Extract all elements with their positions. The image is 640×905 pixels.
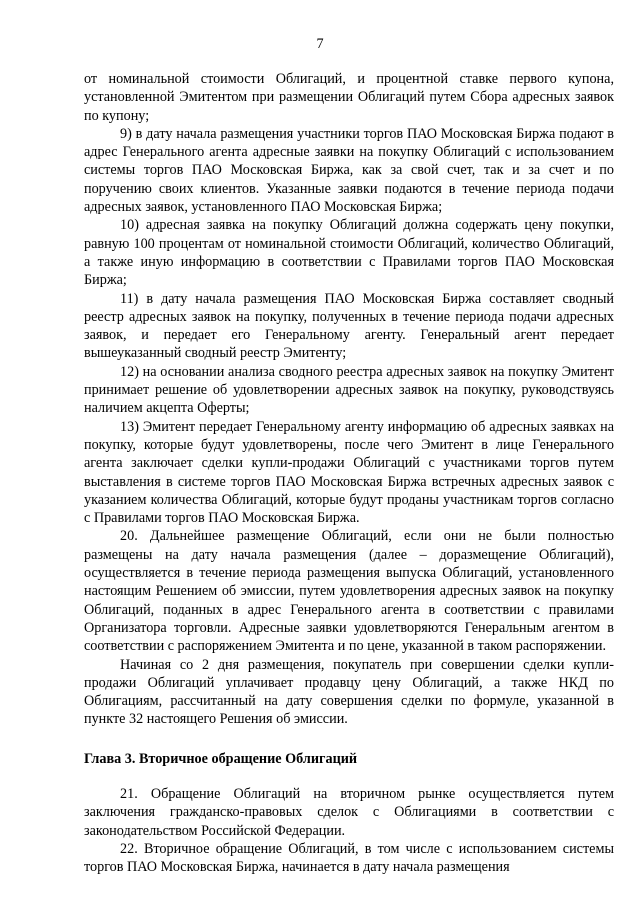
list-item-11: 11) в дату начала размещения ПАО Московская Биржа составляет сводный реестр адресных заявок на покупку, полученных в течение периода подачи адресных заявок, и передает его Генеральному агенту. Генеральный агент передает вышеуказанный сводный реестр Эмитенту;: [84, 290, 614, 362]
paragraph: от номинальной стоимости Облигаций, и процентной ставке первого купона, установленной Эмитентом при размещении Облигаций путем Сбора адресных заявок по купону;: [84, 71, 614, 124]
list-item-10: 10) адресная заявка на покупку Облигаций должна содержать цену покупки, равную 100 процентам от номинальной стоимости Облигаций, количество Облигаций, а также иную информацию в соответствии с Правилами торгов ПАО Московская Биржа;: [84, 217, 614, 289]
paragraph-accrued-interest: Начиная со 2 дня размещения, покупатель при совершении сделки купли-продажи Облигаций уплачивает продавцу цену Облигаций, а также НКД по Облигациям, рассчитанный на дату совершения сделки по формуле, указанной в пункте 32 настоящего Решения об эмиссии.: [84, 656, 614, 728]
list-item-13: 13) Эмитент передает Генеральному агенту информацию об адресных заявках на покупку, которые будут удовлетворены, после чего Эмитент в лице Генерального агента заключает сделки купли-продажи Облигаций с участниками торгов путем выставления в системе торгов ПАО Московская Биржа встречных адресных заявок с указанием количества Облигаций, которые будут проданы участникам торгов согласно с Правилами торгов ПАО Московская Биржа.: [84, 418, 614, 527]
chapter-heading: Глава 3. Вторичное обращение Облигаций: [84, 750, 358, 767]
document-body: [84, 70, 614, 876]
clause-21: 21. Обращение Облигаций на вторичном рынке осуществляется путем заключения гражданско-правовых сделок с Облигациями в соответствии с законодательством Российской Федерации.: [84, 785, 614, 839]
clause-20: 20. Дальнейшее размещение Облигаций, если они не были полностью размещены на дату начала размещения (далее – доразмещение Облигаций), осуществляется в течение периода размещения выпуска Облигаций, установленного настоящим Решением об эмиссии, путем удовлетворения адресных заявок на покупку Облигаций, поданных в адрес Генерального агента в соответствии с правилами Организатора торговли. Адресные заявки удовлетворяются Генеральным агентом в соответствии с распоряжением Эмитента и по цене, указанной в таком распоряжении.: [84, 528, 614, 655]
clause-22: 22. Вторичное обращение Облигаций, в том числе с использованием системы торгов ПАО Московская Биржа, начинается в дату начала размещения: [84, 840, 614, 876]
page-number: 7: [316, 36, 324, 52]
list-item-9: 9) в дату начала размещения участники торгов ПАО Московская Биржа подают в адрес Генерального агента адресные заявки на покупку Облигаций с использованием системы торгов ПАО Московская Биржа, как за свой счет, так и за счет и по поручению своих клиентов. Указанные заявки подаются в течение периода подачи адресных заявок, установленного ПАО Московская Биржа;: [84, 125, 614, 216]
list-item-12: 12) на основании анализа сводного реестра адресных заявок на покупку Эмитент принимает решение об удовлетворении адресных заявок на покупку, руководствуясь наличием акцепта Оферты;: [84, 363, 614, 417]
